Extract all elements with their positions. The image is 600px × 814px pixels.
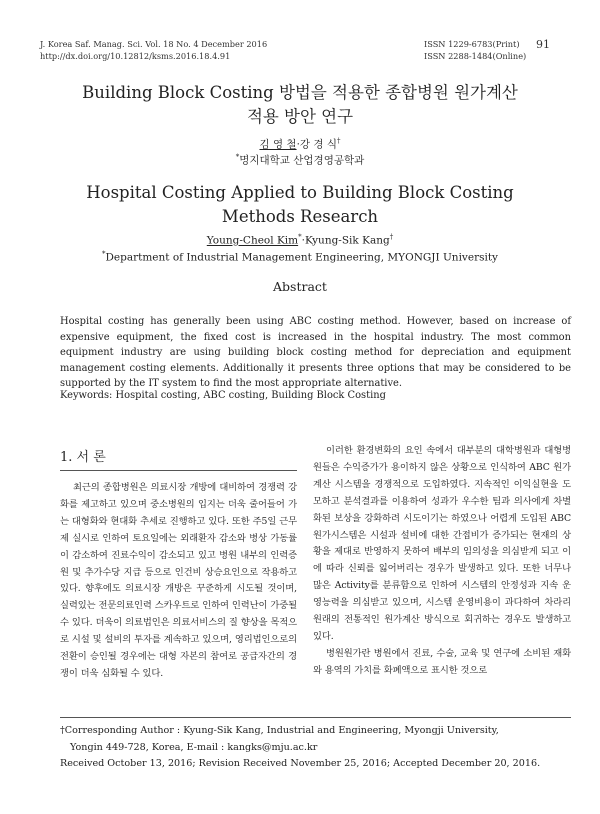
affiliation-mark: * <box>101 250 106 258</box>
body-column-left <box>60 480 297 683</box>
corresponding-author-line: †Corresponding Author : Kyung-Sik Kang, Industrial and Engineering, Myongji University, <box>60 725 499 736</box>
english-author-1: Young-Cheol Kim <box>206 234 299 247</box>
affiliation-mark: * <box>235 153 240 161</box>
corresponding-mark: † <box>337 137 341 145</box>
english-title-line1: Hospital Costing Applied to Building Block Costing <box>86 183 514 202</box>
paragraph: 최근의 종합병원은 의료시장 개방에 대비하여 경쟁력 강화를 제고하고 있으며 중소병원의 입지는 더욱 줄어들어 가는 대형화와 현대화 추세로 진행하고 있다. 또한 주5일 근무제 실시로 인하여 토요일에는 외래환자 감소와 병상 가동률이 감소하여 진료수익이 감소되고 있고 병원 내부의 인력증원 및 추가수당 지급 등으로 인건비 상승요인으로 작용하고 있다. 향후에도 의료시장 개방은 꾸준하게 시도될 것이며, 실력있는 전문의료인력 스카우트로 인하여 인력난이 가중될 수 있다. 더욱이 의료법인은 의료서비스의 질 향상을 목적으로 시설 및 설비의 투자를 계속하고 있으며, 영리법인으로의 전환이 승인될 경우에는 대형 자본의 참여로 공급자간의 경쟁이 더욱 심화될 수 있다. <box>60 482 297 679</box>
footnote-rule <box>60 717 571 718</box>
body-column-right <box>313 443 571 680</box>
author2-mark: † <box>389 233 394 241</box>
paragraph: 이러한 환경변화의 요인 속에서 대부분의 대학병원과 대형병원들은 수익증가가 용이하지 않은 상황으로 인식하여 ABC 원가계산 시스템을 경쟁적으로 도입하였다. 지속적인 이익실현을 도모하고 분석결과를 이용하여 성과가 우수한 팀과 의사에게 차별화된 보상을 강화하려 시도이기는 하였으나 어렵게 도입된 ABC 원가시스템은 시설과 설비에 대한 간접비가 증가되는 현재의 상황을 제대로 반영하지 못하여 배부의 임의성을 의심받게 되고 이에 따라 신뢰를 잃어버리는 경우가 발생하고 있다. 또한 너무나 많은 Activity를 분류함으로 인하여 시스템의 안정성과 지속 운영능력을 의심받고 있으며, 시스템 운영비용이 과다하여 차라리 원래의 전통적인 원가계산 방식으로 회귀하는 경우도 발생하고 있다. <box>313 445 571 642</box>
keywords-text: Hospital costing, ABC costing, Building Block Costing <box>115 390 386 401</box>
english-title <box>0 181 600 229</box>
footnote <box>60 723 571 773</box>
author-separator: · <box>296 138 300 151</box>
paragraph: 병원원가란 병원에서 진료, 수술, 교육 및 연구에 소비된 재화 와 용역의 가치를 화폐액으로 표시한 것으로 <box>313 647 571 676</box>
korean-author-1: 김 영 철 <box>259 138 297 151</box>
section-number: 1. <box>60 450 73 465</box>
author-separator: · <box>301 234 305 247</box>
author1-mark: * <box>298 233 302 241</box>
abstract-text: Hospital costing has generally been using ABC costing method. However, based on increase of expensive equipment, the fixed cost is increased in the hospital industry. The most common equipment industry are using building block costing method for depreciation and equipment management costing elements. Additionally it presents three options that may be considered to be supported by the IT system to find the most appropriate alternative. <box>60 316 571 390</box>
korean-title-line2: 적용 방안 연구 <box>246 107 354 126</box>
english-author-2: Kyung-Sik Kang <box>304 234 390 247</box>
section-rule <box>60 470 297 471</box>
keywords <box>60 389 571 403</box>
abstract-heading: Abstract <box>273 279 327 294</box>
section-title: 서 론 <box>76 450 106 465</box>
doi-link[interactable]: http://dx.doi.org/10.12812/ksms.2016.18.4.91 <box>40 51 231 61</box>
korean-affiliation-text: 명지대학교 산업경영공학과 <box>239 154 365 167</box>
issn-print: ISSN 1229-6783(Print) <box>424 39 520 49</box>
page-number: 91 <box>536 38 550 51</box>
korean-affiliation <box>0 150 600 168</box>
english-affiliation-text: Department of Industrial Management Engineering, MYONGJI University <box>105 251 498 264</box>
english-affiliation <box>0 247 600 265</box>
korean-title-line1: Building Block Costing 방법을 적용한 종합병원 원가계산 <box>82 83 518 102</box>
english-authors <box>0 230 600 248</box>
received-dates-line: Received October 13, 2016; Revision Received November 25, 2016; Accepted December 20, 2016. <box>60 758 541 769</box>
journal-citation: J. Korea Saf. Manag. Sci. Vol. 18 No. 4 December 2016 <box>40 39 268 49</box>
korean-authors <box>0 134 600 152</box>
korean-title <box>0 81 600 129</box>
keywords-label: Keywords: <box>60 390 113 401</box>
issn-online: ISSN 2288-1484(Online) <box>424 51 527 61</box>
address-email-line: Yongin 449-728, Korea, E-mail : kangks@mju.ac.kr <box>70 741 318 753</box>
section-heading <box>60 450 106 466</box>
korean-author-2: 강 경 식 <box>299 138 338 151</box>
english-title-line2: Methods Research <box>221 207 379 226</box>
